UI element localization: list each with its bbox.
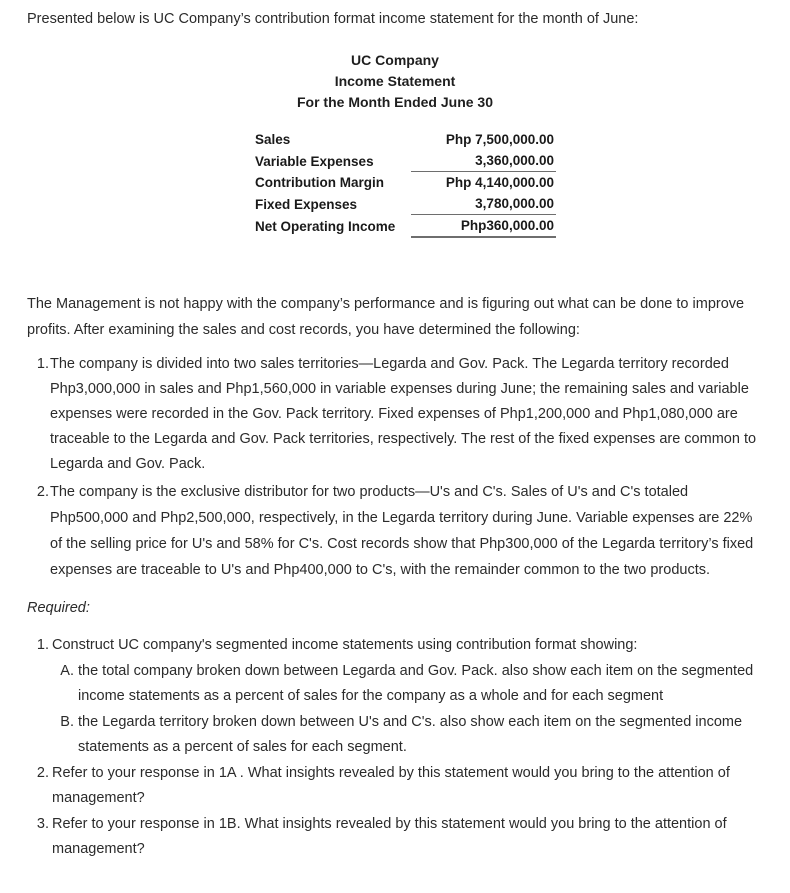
list-marker: 2.	[36, 484, 49, 500]
statement-heading	[0, 50, 790, 113]
row-label-contribution-margin: Contribution Margin	[255, 175, 384, 190]
list-item	[0, 479, 790, 583]
required-label: Required:	[27, 600, 90, 616]
list-item-text: the total company broken down between Legarda and Gov. Pack. also show each item on the segmented income statements as a percent of sales for the company as a whole and for each segment	[78, 662, 754, 704]
list-marker: 1.	[36, 356, 49, 372]
intro-paragraph: Presented below is UC Company’s contribution format income statement for the month of June:	[27, 11, 639, 27]
table-row	[255, 150, 556, 172]
list-item-text: Refer to your response in 1A . What insights revealed by this statement would you bring to the attention of management?	[52, 764, 730, 806]
required-list	[0, 633, 790, 863]
row-amount-net-operating-income: Php360,000.00	[411, 215, 556, 238]
list-item	[0, 812, 790, 863]
income-statement-table	[255, 129, 556, 238]
list-marker: 3.	[36, 815, 49, 832]
row-label-variable-expenses: Variable Expenses	[255, 153, 374, 169]
list-item	[0, 633, 790, 659]
statement-company-name: UC Company	[351, 52, 439, 68]
list-item-text: the Legarda territory broken down between U's and C's. also show each item on the segmented income statements as a percent of sales for each segment.	[78, 713, 743, 755]
list-item	[0, 710, 790, 761]
row-amount-contribution-margin: Php 4,140,000.00	[445, 175, 554, 190]
list-marker: A.	[60, 662, 74, 679]
facts-list	[0, 352, 790, 585]
list-item-text: The company is divided into two sales territories—Legarda and Gov. Pack. The Legarda territory recorded Php3,000,000 in sales and Php1,560,000 in variable expenses during June; the remaining sales and variable expenses were recorded in the Gov. Pack territory. Fixed expenses of Php1,200,000 and Php1,080,000 are traceable to the Legarda and Gov. Pack territories, respectively. The rest of the fixed expenses are common to Legarda and Gov. Pack.	[50, 356, 757, 472]
table-row	[255, 129, 556, 150]
list-item-text: Construct UC company's segmented income statements using contribution format showing:	[52, 637, 638, 653]
income-statement-block	[0, 50, 790, 238]
statement-title: Income Statement	[334, 73, 456, 89]
row-label-net-operating-income: Net Operating Income	[255, 219, 396, 234]
list-item	[0, 352, 790, 477]
row-label-fixed-expenses: Fixed Expenses	[255, 196, 358, 212]
row-amount-sales: Php 7,500,000.00	[445, 132, 554, 147]
row-label-sales: Sales	[255, 132, 291, 147]
list-marker: 2.	[36, 764, 49, 781]
row-amount-fixed-expenses: 3,780,000.00	[411, 193, 556, 215]
list-item	[0, 659, 790, 710]
list-item-text: Refer to your response in 1B. What insights revealed by this statement would you bring to the attention of management?	[52, 815, 727, 857]
statement-period: For the Month Ended June 30	[296, 94, 493, 110]
row-amount-variable-expenses: 3,360,000.00	[411, 150, 556, 172]
list-marker: B.	[60, 713, 74, 730]
table-row	[255, 193, 556, 215]
list-item-text: The company is the exclusive distributor for two products—U's and C's. Sales of U's and C's totaled Php500,000 and Php2,500,000, respectively, in the Legarda territory during June. Variable expenses are 22% of the selling price for U's and 58% for C's. Cost records show that Php300,000 of the Legarda territory’s fixed expenses are traceable to U's and Php400,000 to C's, with the remainder common to the two products.	[50, 484, 754, 578]
table-row	[255, 172, 556, 194]
list-marker: 1.	[36, 637, 49, 653]
table-row	[255, 215, 556, 238]
list-item	[0, 761, 790, 812]
management-paragraph: The Management is not happy with the company’s performance and is figuring out what can be done to improve profits. After examining the sales and cost records, you have determined the following:	[27, 296, 745, 338]
